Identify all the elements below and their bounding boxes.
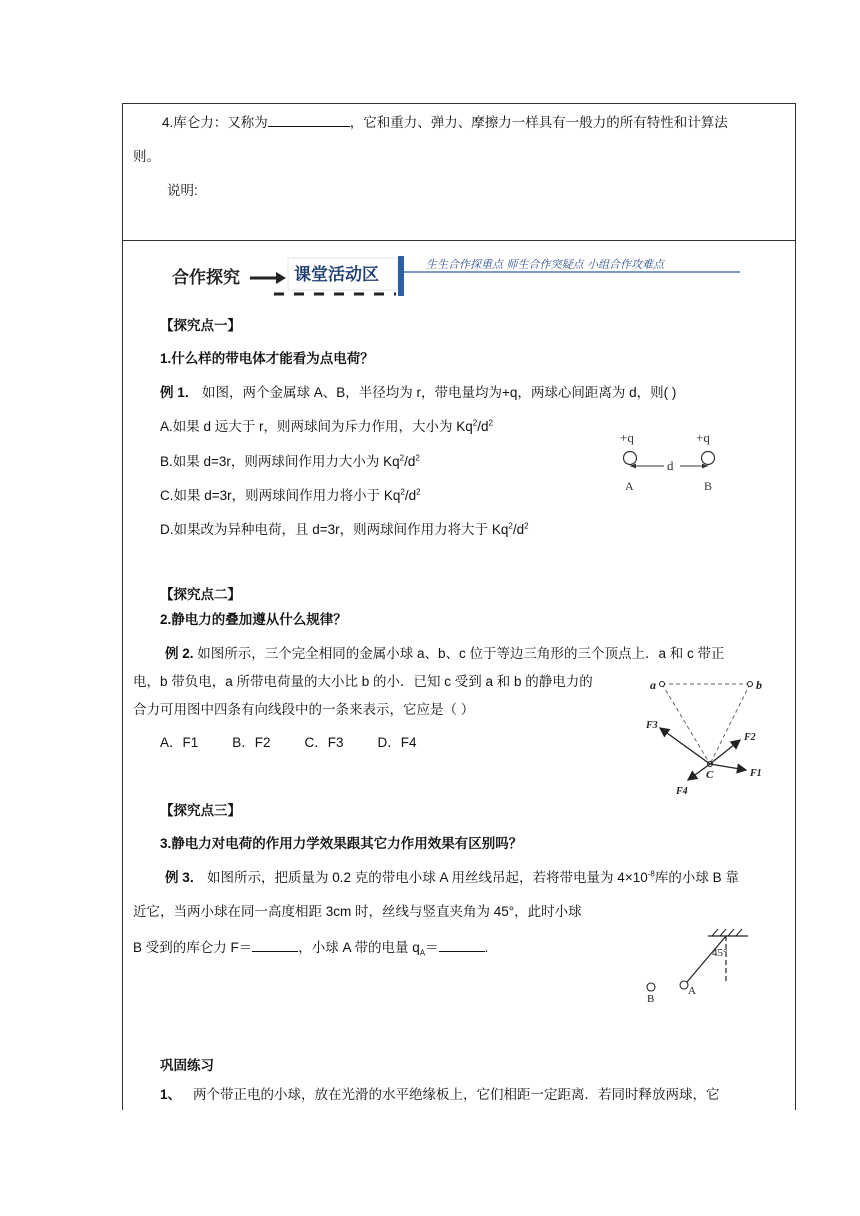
question-1: 1.什么样的带电体才能看为点电荷？ [160,351,374,366]
figure-triangle-forces [640,672,770,800]
label-a: A [625,479,634,493]
item4-line: 4.库仑力：又称为 ，它和重力、弹力、摩擦力一样具有一般力的所有特性和计算法 [162,112,728,133]
option-b: B.如果 d=3r，则两球间作用力大小为 $Kq^2/d^2$ [160,453,420,469]
activity-banner [170,252,745,302]
example-3-line2: 近它，当两小球在同一高度相距 3cm 时，丝线与竖直夹角为 45°，此时小球 [133,904,582,919]
option-d: D.如果改为异种电荷，且 d=3r，则两球间作用力将大于 $Kq^2/d^2$ [160,521,529,537]
thread [687,936,726,982]
figure-hanging-ball [636,924,756,1006]
label-f2: F2 [744,732,756,743]
label-d: d [667,458,674,473]
arrow-f3 [660,728,710,764]
example-2-choices [160,733,417,753]
label-f3: F3 [646,720,658,731]
label-ball-a: a [650,678,656,692]
item4-line2: 则。 [133,149,160,164]
example-3-line3: B 受到的库仑力 F＝ ，小球 A 带的电量 $q_A=$ . [133,937,488,958]
label-plus-q-b: +q [696,430,710,445]
banner-logo: 合作探究 [172,268,240,288]
choice-a[interactable]: A．F1 [160,735,199,750]
figure-two-spheres [612,428,732,498]
ball-a [680,981,688,989]
sphere-a [624,452,637,465]
note-label: 说明: [167,183,198,198]
label-b: B [704,479,713,493]
label-ball-b3: B [647,993,655,1005]
label-f1: F1 [750,768,762,779]
choice-c[interactable]: C．F3 [304,735,344,750]
blank-force[interactable] [252,937,298,952]
choice-b[interactable]: B．F2 [232,735,271,750]
label-angle: 45° [712,947,728,959]
example-3-line1: 例 3． 如图所示，把质量为 0.2 克的带电小球 A 用丝线吊起，若将带电量为 $4\times 10^{-8}$库的小球 B 靠 [165,869,739,885]
arrow-f1 [710,764,746,770]
label-plus-q-a: +q [620,430,634,445]
option-a: A.如果 d 远大于 r，则两球间为斥力作用，大小为 $Kq^2/d^2$ [160,418,493,434]
blank-charge[interactable] [439,937,485,952]
practice-heading: 巩固练习 [160,1058,214,1073]
practice-item-1: 1、 两个带正电的小球，放在光滑的水平绝缘板上，它们相距一定距离．若同时释放两球，它 [160,1087,720,1102]
label-ball-c: C [706,769,714,781]
choice-d[interactable]: D．F4 [377,735,417,750]
question-3: 3.静电力对电荷的作用力学效果跟其它力作用效果有区别吗？ [160,836,523,851]
example-2-line1: 例 2. 如图所示，三个完全相同的金属小球 a、b、c 位于等边三角形的三个顶点上．a 和 c 带正 [165,646,725,661]
option-c: C.如果 d=3r，则两球间作用力将小于 $Kq^2/d^2$ [160,487,421,503]
heading-point3: 【探究点三】 [160,803,241,818]
banner-title: 课堂活动区 [294,265,379,285]
example-2-line3: 合力可用图中四条有向线段中的一条来表示，它应是（ ） [133,702,475,717]
question-2: 2.静电力的叠加遵从什么规律？ [160,612,347,627]
example-2-line2: 电，b 带负电，a 所带电荷量的大小比 b 的小．已知 c 受到 a 和 b 的静电力的 [133,674,593,689]
ball-b [647,983,655,991]
label-ball-b: b [756,678,762,692]
heading-point2: 【探究点二】 [160,587,241,602]
sphere-b [702,452,715,465]
label-f4: F4 [676,786,688,797]
example-1: 例 1． 如图，两个金属球 A、B，半径均为 r，带电量均为+q，两球心间距离为 d，则( ) [160,385,677,400]
banner-slogan: 生生合作探重点 师生合作突疑点 小组合作攻难点 [426,258,664,271]
blank-fill[interactable] [268,112,350,127]
arrow-f2 [710,740,740,764]
label-ball-a3: A [688,985,696,997]
heading-point1: 【探究点一】 [160,318,241,333]
